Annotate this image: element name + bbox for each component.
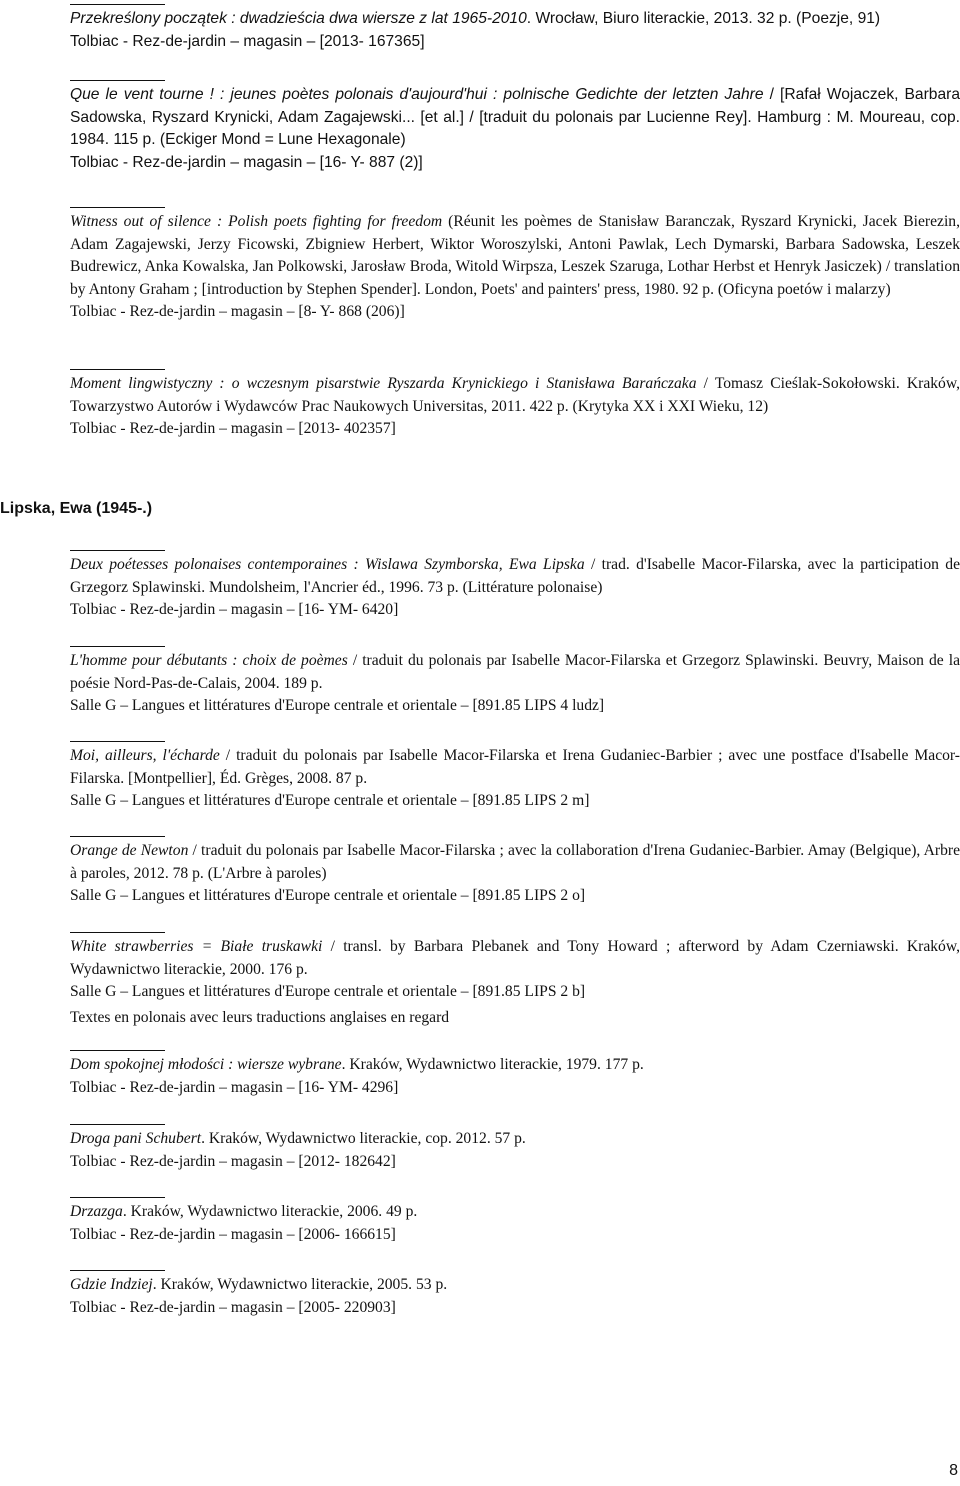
entry-separator xyxy=(70,1270,165,1271)
page-number: 8 xyxy=(949,1462,958,1479)
entry-location: Tolbiac - Rez-de-jardin – magasin – [2013- 167365] xyxy=(70,32,425,50)
catalog-entry xyxy=(70,836,960,908)
catalog-entry xyxy=(70,80,960,174)
entry-location: Tolbiac - Rez-de-jardin – magasin – [2012- 182642] xyxy=(70,1152,396,1170)
entry-location: Tolbiac - Rez-de-jardin – magasin – [8- Y- 868 (206)] xyxy=(70,303,405,320)
catalog-entry xyxy=(70,1050,960,1099)
entry-separator xyxy=(70,207,165,208)
entry-separator xyxy=(70,1197,165,1198)
entry-details: / traduit du polonais par Isabelle Macor-Filarska ; avec la collaboration d'Irena Gudaniec-Barbier. Amay (Belgique), Arbre à paroles, 2012. 78 p. (L'Arbre à paroles) xyxy=(70,842,960,882)
entry-details: / traduit du polonais par Isabelle Macor-Filarska et Irena Gudaniec-Barbier ; avec une postface d'Isabelle Macor-Filarska. [Montpellier], Éd. Grèges, 2008. 87 p. xyxy=(70,747,960,787)
catalog-entry xyxy=(70,1197,960,1246)
entry-title: Droga pani Schubert xyxy=(70,1130,202,1147)
entry-separator xyxy=(70,4,165,5)
catalog-entry xyxy=(70,369,960,441)
entry-details: (Réunit les poèmes de Stanisław Baranczak, Ryszard Krynicki, Jacek Bierezin, Adam Zagajewski, Jerzy Ficowski, Zbigniew Herbert, Wiktor Woroszylski, Antoni Pawlak, Lech Dymarski, Barbara Sadowska, Leszek Budrewicz, Anka Kowalska, Jan Polkowski, Jarosław Broda, Witold Wirpsza, Leszek Szaruga, Lothar Herbst et Henryk Jasiczek) / translation by Antony Graham ; [introduction by Stephen Spender]. London, Poets' and painters' press, 1980. 92 p. (Oficyna poetów i malarzy) xyxy=(70,213,960,298)
entry-separator xyxy=(70,1124,165,1125)
entry-title: Que le vent tourne ! : jeunes poètes polonais d'aujourd'hui : polnische Gedichte der letzten Jahre xyxy=(70,86,764,103)
entry-details: / [Rafał Wojaczek, Barbara Sadowska, Ryszard Krynicki, Adam Zagajewski... [et al.] / [traduit du polonais par Lucienne Rey]. Hamburg : M. Moureau, cop. 1984. 115 p. (Eckiger Mond = Lune Hexagonale) xyxy=(70,86,960,148)
entry-separator xyxy=(70,550,165,551)
entry-separator xyxy=(70,1050,165,1051)
entry-title: Moi, ailleurs, l'écharde xyxy=(70,747,220,764)
entry-separator xyxy=(70,932,165,933)
entry-title: Drzazga xyxy=(70,1203,123,1220)
entry-title: L'homme pour débutants : choix de poèmes xyxy=(70,652,348,669)
entry-location: Tolbiac - Rez-de-jardin – magasin – [16- Y- 887 (2)] xyxy=(70,153,423,171)
catalog-entry xyxy=(70,1270,960,1319)
entry-details: . Kraków, Wydawnictwo literackie, 1979. 177 p. xyxy=(341,1056,644,1073)
entry-separator xyxy=(70,646,165,647)
entry-location: Tolbiac - Rez-de-jardin – magasin – [2005- 220903] xyxy=(70,1298,396,1316)
entry-title: Deux poétesses polonaises contemporaines : Wislawa Szymborska, Ewa Lipska xyxy=(70,556,585,573)
entry-location: Tolbiac - Rez-de-jardin – magasin – [16- YM- 6420] xyxy=(70,601,399,618)
author-heading: Lipska, Ewa (1945-.) xyxy=(0,500,153,517)
catalog-entry xyxy=(70,932,960,1029)
entry-details: / Tomasz Cieślak-Sokołowski. Kraków, Towarzystwo Autorów i Wydawców Prac Naukowych Universitas, 2011. 422 p. (Krytyka XX i XXI Wieku, 12) xyxy=(70,375,960,415)
entry-title: Witness out of silence : Polish poets fighting for freedom xyxy=(70,213,443,230)
catalog-entry xyxy=(70,4,960,53)
entry-details: . Kraków, Wydawnictwo literackie, cop. 2012. 57 p. xyxy=(201,1130,526,1147)
catalog-entry xyxy=(70,646,960,718)
entry-location: Tolbiac - Rez-de-jardin – magasin – [16- YM- 4296] xyxy=(70,1078,399,1096)
entry-title: Gdzie Indziej xyxy=(70,1276,153,1293)
entry-location: Salle G – Langues et littératures d'Europe centrale et orientale – [891.85 LIPS 2 b] xyxy=(70,983,586,1000)
entry-title: White strawberries = Białe truskawki xyxy=(70,938,323,955)
entry-title: Moment lingwistyczny : o wczesnym pisarstwie Ryszarda Krynickiego i Stanisława Barańczaka xyxy=(70,375,697,392)
entry-title: Orange de Newton xyxy=(70,842,189,859)
entry-details: / transl. by Barbara Plebanek and Tony Howard ; afterword by Adam Czerniawski. Kraków, Wydawnictwo literackie, 2000. 176 p. xyxy=(70,938,960,978)
entry-details: . Wrocław, Biuro literackie, 2013. 32 p. (Poezje, 91) xyxy=(526,10,881,27)
catalog-entry xyxy=(70,741,960,813)
entry-title: Przekreślony początek : dwadzieścia dwa wiersze z lat 1965-2010 xyxy=(70,10,527,27)
entry-details: / trad. d'Isabelle Macor-Filarska, avec la participation de Grzegorz Splawinski. Mundolsheim, l'Ancrier éd., 1996. 73 p. (Littérature polonaise) xyxy=(70,556,960,596)
entry-separator xyxy=(70,369,165,370)
entry-separator xyxy=(70,80,165,81)
entry-location: Salle G – Langues et littératures d'Europe centrale et orientale – [891.85 LIPS 4 ludz] xyxy=(70,697,605,714)
entry-details: . Kraków, Wydawnictwo literackie, 2006. 49 p. xyxy=(122,1203,418,1220)
entry-separator xyxy=(70,836,165,837)
catalog-entry xyxy=(70,1124,960,1173)
catalog-entry xyxy=(70,207,960,324)
entry-title: Dom spokojnej młodości : wiersze wybrane xyxy=(70,1056,342,1073)
entry-location: Salle G – Langues et littératures d'Europe centrale et orientale – [891.85 LIPS 2 o] xyxy=(70,887,586,904)
entry-location: Salle G – Langues et littératures d'Europe centrale et orientale – [891.85 LIPS 2 m] xyxy=(70,792,590,809)
catalog-entry xyxy=(70,550,960,622)
entry-location: Tolbiac - Rez-de-jardin – magasin – [2006- 166615] xyxy=(70,1225,396,1243)
entry-location: Tolbiac - Rez-de-jardin – magasin – [2013- 402357] xyxy=(70,420,396,437)
entry-note: Textes en polonais avec leurs traductions anglaises en regard xyxy=(70,1008,450,1026)
entry-separator xyxy=(70,741,165,742)
entry-details: / traduit du polonais par Isabelle Macor-Filarska et Grzegorz Splawinski. Beuvry, Maison de la poésie Nord-Pas-de-Calais, 2004. 189 p. xyxy=(70,652,960,692)
entry-details: . Kraków, Wydawnictwo literackie, 2005. 53 p. xyxy=(152,1276,448,1293)
